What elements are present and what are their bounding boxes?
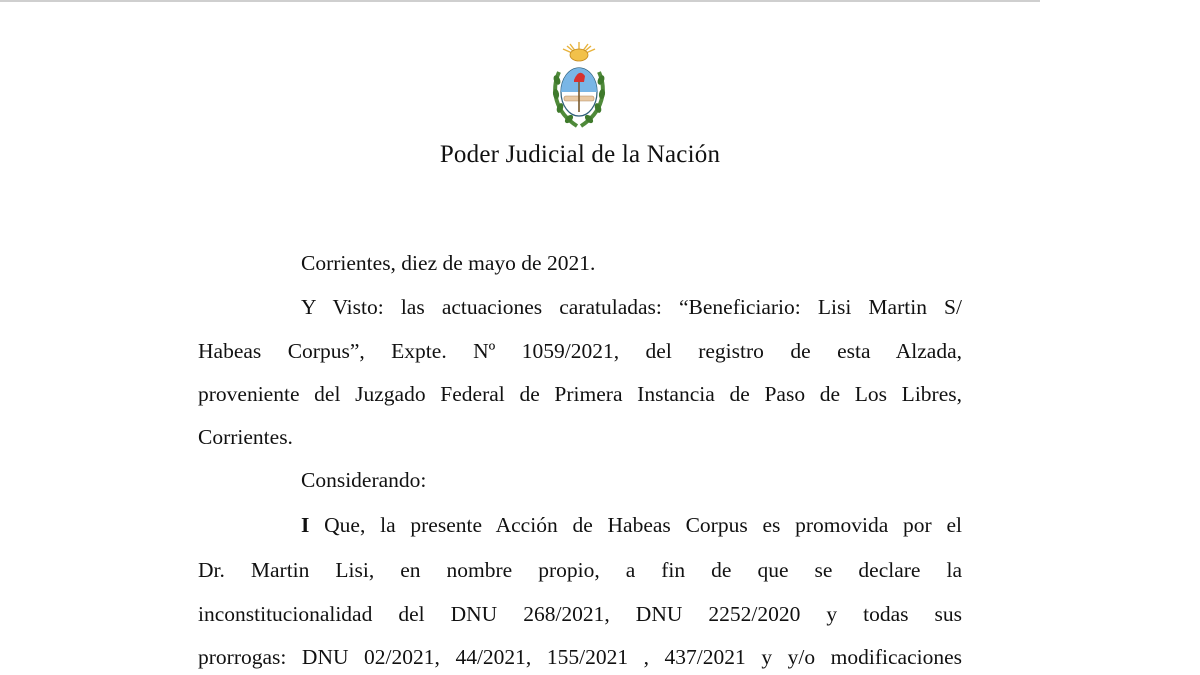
argentina-coat-of-arms-icon [549, 42, 609, 132]
paragraph-1-line-1-text: Que, la presente Acción de Habeas Corpus es promovida por el [309, 513, 962, 537]
paragraph-1-line-2: Dr. Martin Lisi, en nombre propio, a fin de que se declare la [198, 558, 962, 582]
institution-title: Poder Judicial de la Nación [439, 141, 721, 168]
date-line: Corrientes, diez de mayo de 2021. [301, 251, 596, 275]
visto-line-3: proveniente del Juzgado Federal de Primera Instancia de Paso de Los Libres, [198, 382, 962, 406]
paragraph-1-line-4: prorrogas: DNU 02/2021, 44/2021, 155/2021 , 437/2021 y y/o modificaciones [198, 645, 962, 669]
paragraph-1-line-1 [301, 513, 962, 538]
visto-line-4: Corrientes. [198, 425, 293, 449]
considerando-heading: Considerando: [301, 468, 427, 492]
section-number: I [301, 513, 310, 537]
visto-line-2: Habeas Corpus”, Expte. Nº 1059/2021, del registro de esta Alzada, [198, 339, 962, 363]
top-divider [0, 0, 1040, 2]
paragraph-1-line-3: inconstitucionalidad del DNU 268/2021, DNU 2252/2020 y todas sus [198, 602, 962, 626]
visto-line-1: Y Visto: las actuaciones caratuladas: “Beneficiario: Lisi Martin S/ [301, 295, 962, 319]
